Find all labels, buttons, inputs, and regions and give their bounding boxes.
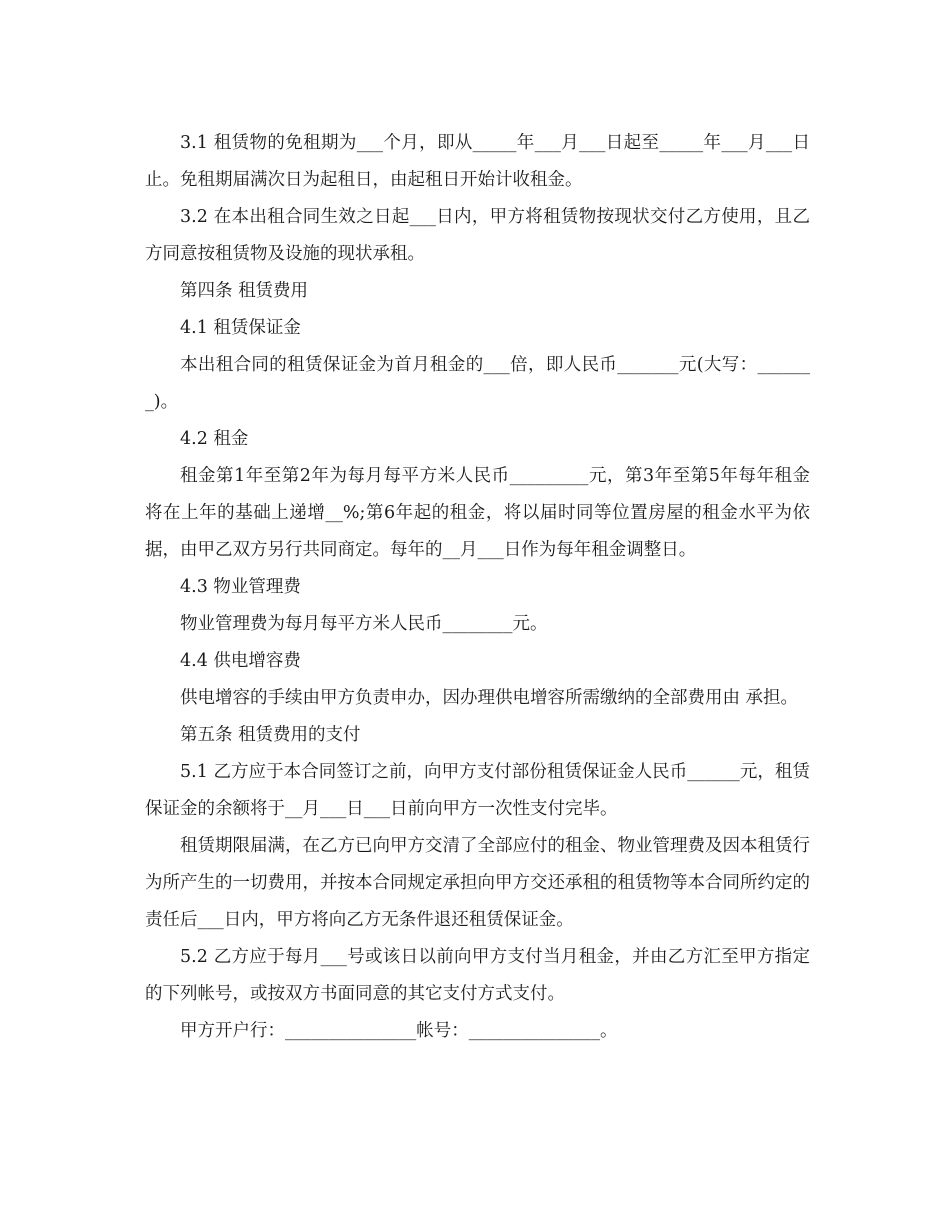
bank-account-line: 甲方开户行：_______________帐号：_______________。 bbox=[180, 1021, 618, 1041]
clause-4-3: 物业管理费为每月每平方米人民币________元。 bbox=[180, 614, 548, 634]
section-4-2-heading: 4.2 租金 bbox=[180, 429, 249, 449]
section-4-4-heading: 4.4 供电增容费 bbox=[180, 651, 301, 671]
clause-3-1: 3.1 租赁物的免租期为___个月，即从_____年___月___日起至_____年___月___日止。免租期届满次日为起租日，由起租日开始计收租金。 bbox=[145, 133, 810, 190]
article-4-heading: 第四条 租赁费用 bbox=[180, 281, 309, 301]
clause-5-1: 5.1 乙方应于本合同签订之前，向甲方支付部份租赁保证金人民币______元，租赁保证金的余额将于__月___日___日前向甲方一次性支付完毕。 bbox=[145, 762, 810, 819]
section-4-3-heading: 4.3 物业管理费 bbox=[180, 577, 301, 597]
clause-4-1: 本出租合同的租赁保证金为首月租金的___倍，即人民币_______元(大写：_______)。 bbox=[145, 355, 810, 412]
clause-5-1-refund: 租赁期限届满，在乙方已向甲方交清了全部应付的租金、物业管理费及因本租赁行为所产生的一切费用，并按本合同规定承担向甲方交还承租的租赁物等本合同所约定的责任后___日内，甲方将向乙方无条件退还租赁保证金。 bbox=[145, 836, 810, 930]
clause-4-2: 租金第1年至第2年为每月每平方米人民币_________元，第3年至第5年每年租金将在上年的基础上递增__%;第6年起的租金，将以届时同等位置房屋的租金水平为依据，由甲乙双方另行共同商定。每年的__月___日作为每年租金调整日。 bbox=[145, 466, 810, 560]
clause-4-4: 供电增容的手续由甲方负责申办，因办理供电增容所需缴纳的全部费用由 承担。 bbox=[180, 688, 799, 708]
clause-5-2: 5.2 乙方应于每月___号或该日以前向甲方支付当月租金，并由乙方汇至甲方指定的下列帐号，或按双方书面同意的其它支付方式支付。 bbox=[145, 947, 810, 1004]
clause-3-2: 3.2 在本出租合同生效之日起___日内，甲方将租赁物按现状交付乙方使用，且乙方同意按租赁物及设施的现状承租。 bbox=[145, 207, 810, 264]
article-5-heading: 第五条 租赁费用的支付 bbox=[180, 725, 361, 745]
document-body bbox=[145, 125, 810, 1050]
section-4-1-heading: 4.1 租赁保证金 bbox=[180, 318, 301, 338]
